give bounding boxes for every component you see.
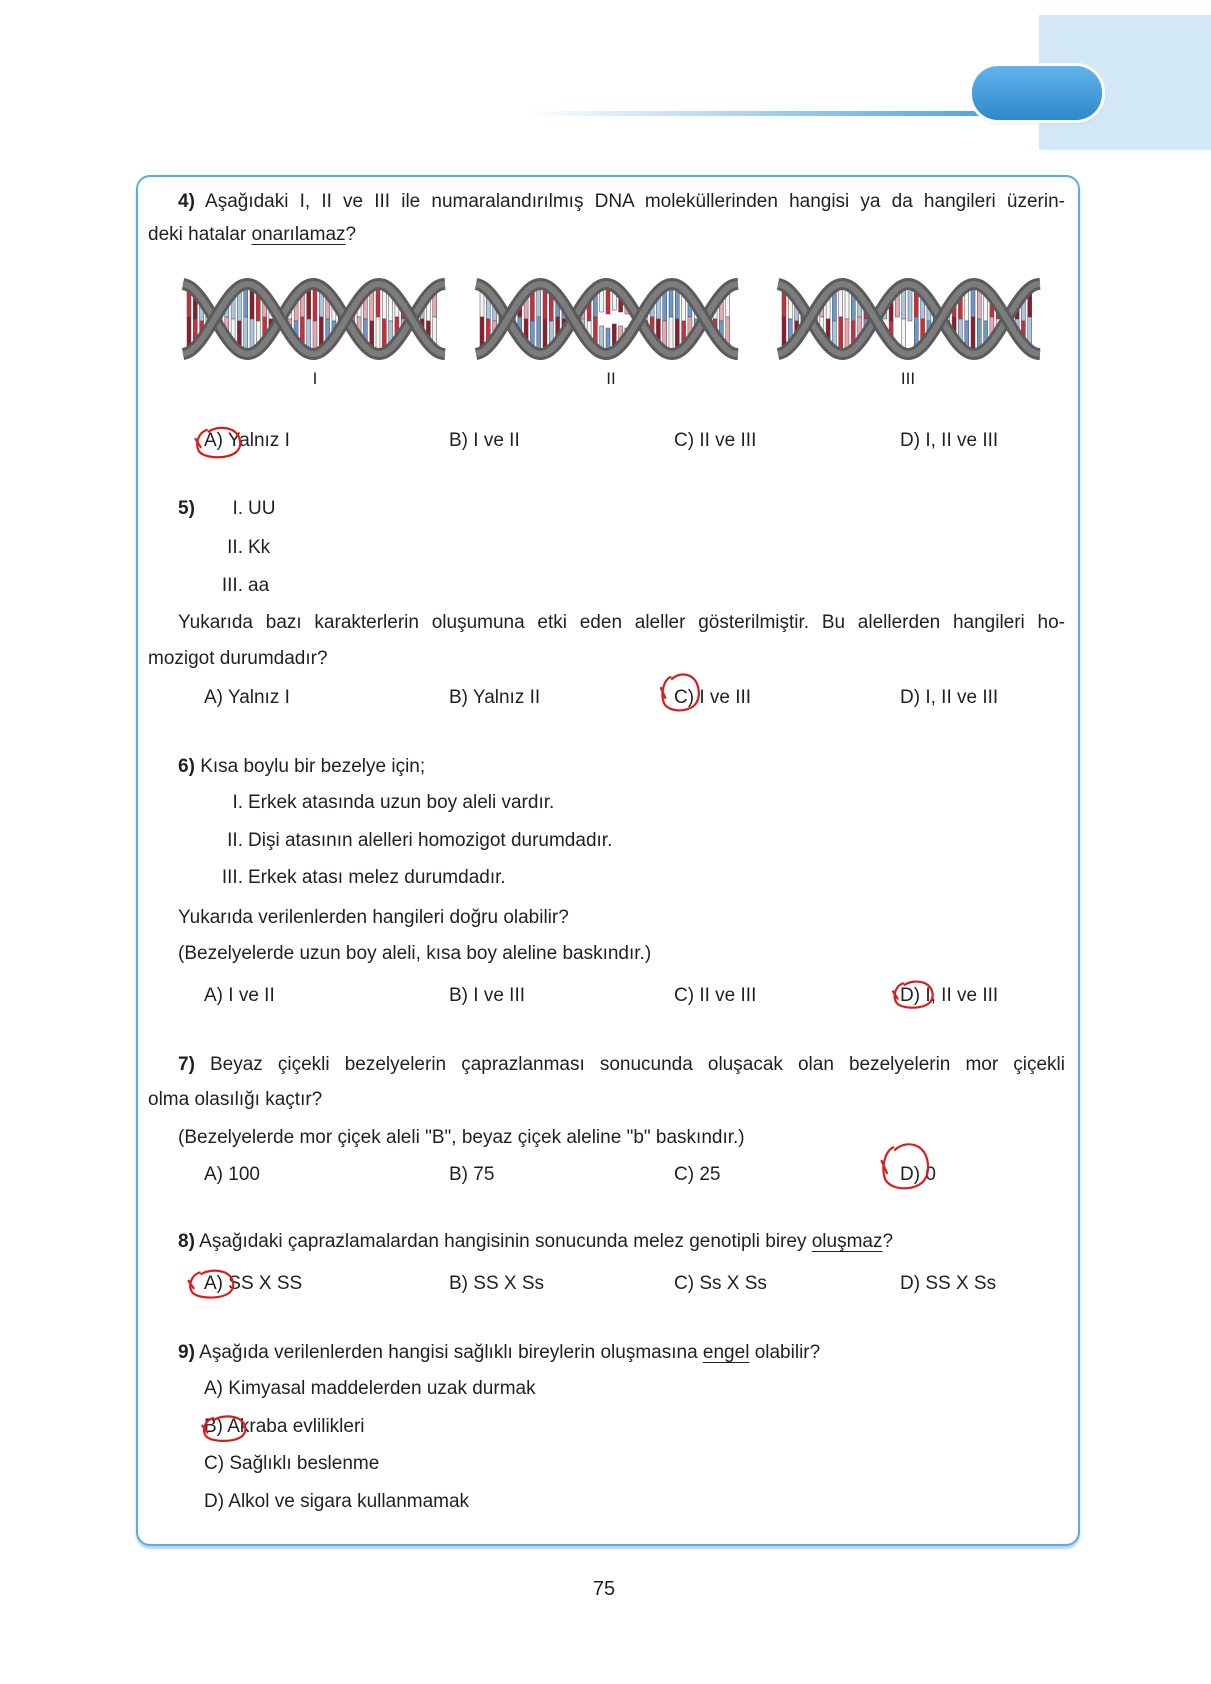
- option-text: B) SS X Ss: [449, 1273, 545, 1294]
- option-text: D) Alkol ve sigara kullanmamak: [204, 1491, 470, 1512]
- base-pair: [908, 287, 912, 321]
- option-text: A) Kimyasal maddelerden uzak durmak: [204, 1378, 536, 1399]
- question-6-note: (Bezelyelerde uzun boy aleli, kısa boy aleline baskındır.): [178, 943, 652, 964]
- statement-3: [213, 575, 269, 597]
- question-number: 5): [178, 498, 195, 519]
- base-pair: [250, 288, 254, 319]
- option-text: A) Yalnız I: [204, 430, 290, 451]
- base-pair: [537, 317, 541, 351]
- statement-1: [213, 792, 554, 814]
- stem-text: olabilir?: [749, 1342, 821, 1363]
- base-pair: [543, 319, 547, 350]
- underlined-keyword: onarılamaz: [251, 224, 346, 245]
- option-text: C) Sağlıklı beslenme: [204, 1453, 380, 1474]
- page-number: 75: [592, 1578, 616, 1600]
- option-c: [674, 1273, 767, 1295]
- base-pair: [845, 319, 849, 350]
- option-a: [204, 985, 275, 1007]
- option-c: [204, 1453, 379, 1475]
- question-9-stem: [178, 1342, 820, 1364]
- statement-2: [213, 537, 270, 559]
- question-5-stem-line-1: Yukarıda bazı karakterlerin oluşumuna etki eden aleller gösterilmiştir. Bu alellerden hangileri ho-: [178, 612, 1065, 633]
- base-pair: [250, 319, 254, 350]
- option-a: [204, 430, 290, 452]
- option-text: D) I, II ve III: [900, 985, 999, 1006]
- option-text: D) SS X Ss: [900, 1273, 997, 1294]
- statement-2: [213, 830, 612, 852]
- option-text: D) 0: [900, 1164, 936, 1185]
- option-text: D) I, II ve III: [900, 687, 999, 708]
- dna-molecule-2: [476, 272, 739, 367]
- option-d: [900, 1164, 936, 1186]
- base-pair: [313, 287, 317, 321]
- statement-1: [213, 498, 275, 520]
- option-c: [674, 1164, 720, 1186]
- base-pair: [971, 317, 975, 351]
- statement-text: aa: [248, 575, 270, 596]
- question-number: 7): [178, 1054, 195, 1075]
- statement-numeral: III.: [221, 575, 243, 596]
- question-8-stem: [178, 1231, 893, 1253]
- statement-numeral: I.: [232, 498, 243, 519]
- dna-molecule-1: [183, 272, 446, 367]
- base-pair: [839, 287, 843, 317]
- stem-text: Aşağıdaki çaprazlamalardan hangisinin sonucunda melez genotipli birey: [199, 1231, 812, 1252]
- option-text: C) Ss X Ss: [674, 1273, 767, 1294]
- stem-text: Aşağıdaki I, II ve III ile numaralandırılmış DNA moleküllerinden hangisi ya da hangileri üzerin-: [205, 191, 1065, 212]
- dna-label-1: I: [312, 369, 318, 388]
- stem-text: deki hatalar: [148, 224, 252, 245]
- option-d: [900, 430, 998, 452]
- stem-text: ?: [345, 224, 357, 245]
- statement-text: Kk: [248, 537, 271, 558]
- question-6-title: [178, 756, 425, 778]
- base-pair: [971, 287, 975, 317]
- option-text: C) II ve III: [674, 985, 757, 1006]
- base-pair: [845, 288, 849, 319]
- statement-numeral: I.: [232, 792, 243, 813]
- question-7-note: (Bezelyelerde mor çiçek aleli "B", beyaz çiçek aleline "b" baskındır.): [178, 1127, 745, 1148]
- option-d: [204, 1491, 469, 1513]
- option-b: [449, 430, 520, 452]
- option-text: A) Yalnız I: [204, 687, 290, 708]
- option-b: [449, 1164, 494, 1186]
- question-4-stem-line-2: [148, 224, 356, 246]
- base-pair: [537, 287, 541, 317]
- base-pair: [244, 317, 248, 351]
- question-number-row: [178, 498, 195, 520]
- base-pair: [839, 317, 843, 351]
- dna-label-3: III: [900, 369, 916, 388]
- option-d: [900, 985, 998, 1007]
- base-pair: [902, 288, 906, 319]
- option-a: [204, 1378, 536, 1400]
- option-text: B) 75: [449, 1164, 495, 1185]
- option-b: [449, 985, 525, 1007]
- statement-numeral: II.: [227, 830, 243, 851]
- option-c: [674, 985, 756, 1007]
- question-number: 6): [178, 756, 195, 777]
- option-text: C) 25: [674, 1164, 721, 1185]
- option-d: [900, 687, 998, 709]
- base-pair: [902, 319, 906, 350]
- option-c: [674, 687, 751, 709]
- option-text: B) I ve III: [449, 985, 526, 1006]
- option-b: [449, 1273, 544, 1295]
- question-5-stem-line-2: mozigot durumdadır?: [148, 648, 328, 669]
- option-c: [674, 430, 756, 452]
- question-number: 8): [178, 1231, 195, 1252]
- option-text: B) I ve II: [449, 430, 520, 451]
- statement-text: Dişi atasının alelleri homozigot durumdadır.: [248, 830, 613, 851]
- statement-text: Erkek atası melez durumdadır.: [248, 867, 506, 888]
- question-7-stem-line-2: olma olasılığı kaçtır?: [148, 1089, 323, 1110]
- question-number: 9): [178, 1342, 195, 1363]
- base-pair: [307, 319, 311, 350]
- underlined-keyword: oluşmaz: [811, 1231, 883, 1252]
- option-text: D) I, II ve III: [900, 430, 999, 451]
- dna-molecule-3: [778, 272, 1041, 367]
- option-a: [204, 1164, 260, 1186]
- statement-numeral: III.: [221, 867, 243, 888]
- statement-text: UU: [248, 498, 276, 519]
- option-d: [900, 1273, 996, 1295]
- option-text: B) Akraba evlilikleri: [204, 1416, 365, 1437]
- option-a: [204, 1273, 302, 1295]
- base-pair: [376, 287, 380, 317]
- stem-text: Aşağıda verilenlerden hangisi sağlıklı bireylerin oluşmasına: [199, 1342, 703, 1363]
- base-pair: [606, 287, 610, 314]
- statement-3: [213, 867, 506, 889]
- option-text: C) II ve III: [674, 430, 757, 451]
- question-6-question: Yukarıda verilenlerden hangileri doğru olabilir?: [178, 907, 569, 928]
- base-pair: [244, 287, 248, 317]
- header-rule: [526, 111, 986, 116]
- option-text: A) 100: [204, 1164, 260, 1185]
- option-text: A) SS X SS: [204, 1273, 303, 1294]
- base-pair: [313, 321, 317, 351]
- stem-text: Kısa boylu bir bezelye için;: [200, 756, 426, 777]
- option-text: B) Yalnız II: [449, 687, 541, 708]
- base-pair: [543, 288, 547, 319]
- question-4-stem-line-1: [178, 191, 1065, 213]
- dna-label-2: II: [606, 369, 616, 388]
- statement-numeral: II.: [227, 537, 243, 558]
- base-pair: [669, 287, 673, 317]
- option-b: [449, 687, 540, 709]
- question-number: 4): [178, 191, 195, 212]
- base-pair: [307, 288, 311, 319]
- header-tab: [972, 66, 1102, 120]
- underlined-keyword: engel: [702, 1342, 750, 1363]
- statement-text: Erkek atasında uzun boy aleli vardır.: [248, 792, 555, 813]
- option-b: [204, 1416, 365, 1438]
- option-text: C) I ve III: [674, 687, 752, 708]
- stem-text: Beyaz çiçekli bezelyelerin çaprazlanması sonucunda oluşacak olan bezelyelerin mor çiçekli: [210, 1054, 1066, 1075]
- option-a: [204, 687, 290, 709]
- base-pair: [376, 317, 380, 351]
- stem-text: ?: [882, 1231, 894, 1252]
- base-pair: [669, 317, 673, 351]
- option-text: A) I ve II: [204, 985, 275, 1006]
- question-7-stem-line-1: [178, 1054, 1065, 1076]
